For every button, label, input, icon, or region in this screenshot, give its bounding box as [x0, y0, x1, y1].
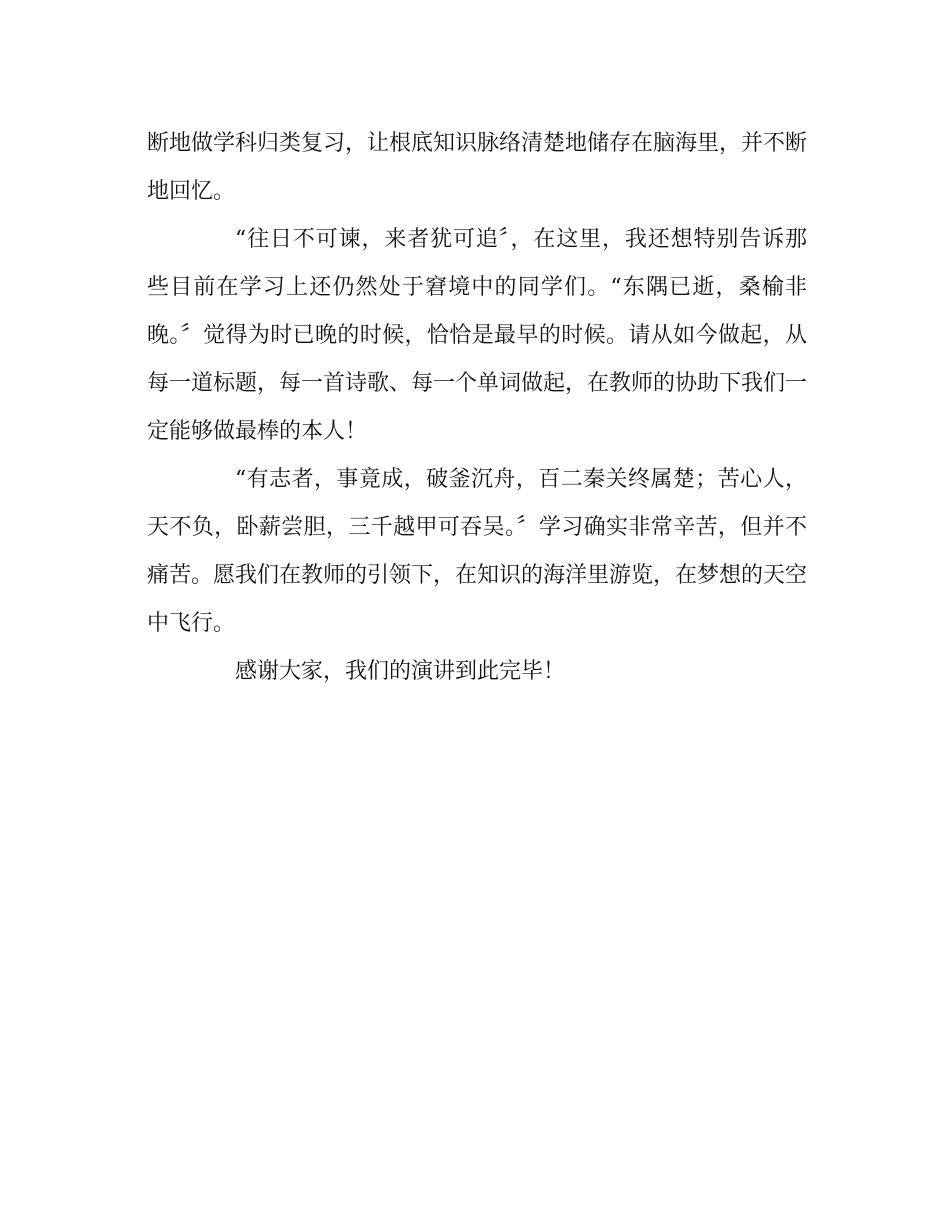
text-line: 感谢大家，我们的演讲到此完毕！	[235, 659, 566, 684]
text-line: “往日不可谏，来者犹可追〞，在这里，我还想特别告诉那	[235, 227, 807, 252]
text-line: “有志者，事竟成，破釜沉舟，百二秦关终属楚；苦心人，	[235, 467, 807, 492]
text-line: 定能够做最棒的本人！	[147, 419, 368, 444]
text-line: 断地做学科归类复习，让根底知识脉络清楚地储存在脑海里，并不断	[147, 131, 808, 156]
text-line: 地回忆。	[147, 179, 236, 204]
text-line: 每一道标题，每一首诗歌、每一个单词做起，在教师的协助下我们一	[147, 371, 808, 396]
text-line: 痛苦。愿我们在教师的引领下，在知识的海洋里游览，在梦想的天空	[147, 563, 808, 588]
text-line: 晚。〞觉得为时已晚的时候，恰恰是最早的时候。请从如今做起，从	[147, 323, 807, 348]
text-line: 些目前在学习上还仍然处于窘境中的同学们。“东隅已逝，桑榆非	[147, 275, 807, 300]
text-line: 天不负，卧薪尝胆，三千越甲可吞吴。〞学习确实非常辛苦，但并不	[147, 515, 807, 540]
speech-text	[147, 120, 807, 696]
text-line: 中飞行。	[147, 611, 236, 636]
